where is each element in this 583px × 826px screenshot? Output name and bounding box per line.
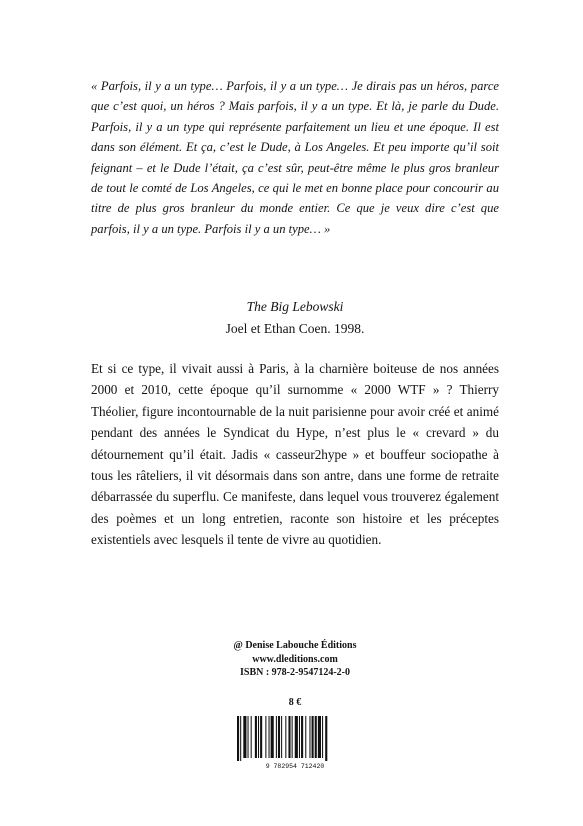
- barcode-bar: [322, 716, 323, 758]
- publisher-website: www.dleditions.com: [252, 653, 338, 665]
- barcode-bar: [278, 716, 280, 758]
- barcode-bar: [305, 716, 306, 758]
- barcode-bar: [292, 716, 293, 758]
- back-cover-blurb: Et si ce type, il vivait aussi à Paris, à la charnière boiteuse de nos années 2000 et 2010, cette époque qu’il surnomme « 2000 WTF » ? Thierry Théolier, figure incontournable de la nuit parisienne pour avoir créé et animé pendant des années le Syndicat du Hype, n’est plus le « crevard » du détournement qu’il était. Jadis « casseur2hype » et bouffeur sociopathe à tous les râteliers, il vit désormais dans son antre, dans une forme de retraite débarrassée du superflu. Ce manifeste, dans lequel vous trouverez également des poèmes et un long entretien, raconte son histoire et les préceptes existentiels avec lesquels il tente de vivre au quotidien.: [91, 361, 499, 548]
- isbn: ISBN : 978-2-9547124-2-0: [240, 667, 350, 678]
- film-credit: Joel et Ethan Coen. 1998.: [225, 321, 365, 336]
- barcode-bar: [276, 716, 277, 758]
- isbn-barcode: [231, 713, 359, 770]
- barcode-bar: [301, 716, 303, 758]
- barcode-bar: [285, 716, 286, 758]
- barcode-bar: [237, 716, 239, 761]
- barcode-bar: [299, 716, 300, 758]
- barcode-bar: [325, 716, 327, 761]
- barcode-bar: [248, 716, 249, 758]
- barcode-bar: [295, 716, 298, 758]
- publisher-name: @ Denise Labouche Éditions: [233, 640, 357, 651]
- barcode-bar: [260, 716, 262, 758]
- barcode-bar: [255, 716, 257, 758]
- epigraph-quote: « Parfois, il y a un type… Parfois, il y a un type… Je dirais pas un héros, parce que c’est quoi, un héros ? Mais parfois, il y a un type. Et là, je parle du Dude. Parfois, il y a un type qui représente parfaitement un lieu et une époque. Il est dans son élément. Et ça, c’est le Dude, à Los Angeles. Et peu importe qu’il soit feignant – et le Dude l’était, ça c’est sûr, peut-être même le plus gros branleur de tout le comté de Los Angeles, ce qui le met en bonne place pour concourir au titre de plus gros branleur du monde entier. Ce que je veux dire c’est que parfois, il y a un type. Parfois il y a un type… »: [91, 79, 499, 236]
- epigraph-attribution: [91, 296, 499, 340]
- barcode-bar: [309, 716, 310, 758]
- barcode-digits: 9 782954 712420: [265, 763, 325, 770]
- barcode-bar: [265, 716, 266, 758]
- barcode-bar: [281, 716, 282, 758]
- barcode-bar: [240, 716, 241, 761]
- barcode-bar: [258, 716, 259, 758]
- barcode-bar: [288, 716, 290, 758]
- publisher-info: [91, 639, 499, 680]
- price: 8 €: [288, 697, 302, 708]
- barcode-bar: [269, 716, 270, 758]
- barcode-bar: [312, 716, 314, 758]
- barcode-bar: [243, 716, 246, 758]
- barcode-bar: [318, 716, 321, 758]
- barcode-bar: [251, 716, 252, 758]
- film-title: The Big Lebowski: [246, 299, 344, 314]
- barcode-graphic: [231, 713, 359, 770]
- barcode-bar: [271, 716, 274, 758]
- barcode-bar: [315, 716, 317, 758]
